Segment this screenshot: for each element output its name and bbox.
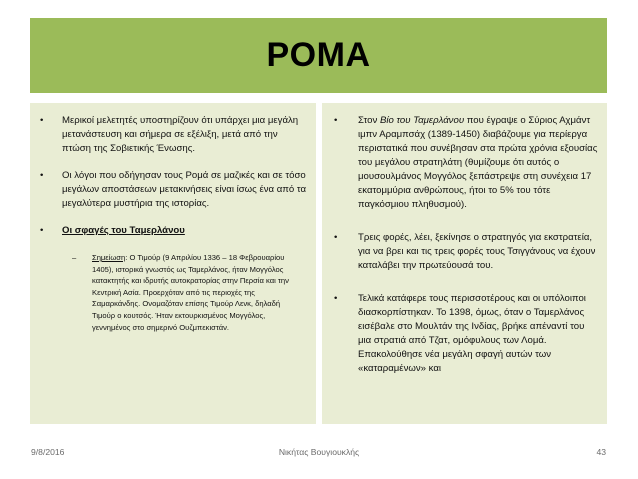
footer-date: 9/8/2016	[31, 447, 65, 457]
bullet-item	[30, 224, 316, 238]
right-bullet-list	[322, 103, 607, 376]
dash-icon: –	[72, 253, 77, 262]
title-banner	[30, 18, 607, 93]
note-text: : Ο Τιμούρ (9 Απριλίου 1336 – 18 Φεβρουαρίου 1405), ιστορικά γνωστός ως Ταμερλάνος, ήταν Μογγόλος κατακτητής και ιδρυτής αυτοκρατορίας στην Περσία και την Κεντρική Ασία. Προερχόταν από τις περιοχές της Σαμαρκάνδης. Ονομαζόταν επίσης Τιμούρ Λενκ, δηλαδή Τιμούρ ο κουτσός. Ήταν εκτουρκισμένος Μογγόλος, γεννημένος στο σημερινό Ουζμπεκιστάν.	[92, 253, 289, 332]
bullet-icon: •	[40, 170, 44, 181]
slide-title: ΡΟΜΑ	[266, 36, 371, 74]
sub-bullet-note	[30, 252, 316, 333]
left-content-panel	[30, 103, 316, 424]
right-content-panel	[322, 103, 607, 424]
bullet-icon: •	[40, 225, 44, 236]
bullet-text-prefix: Στον	[358, 115, 380, 126]
bullet-item	[322, 231, 607, 273]
bullet-item	[30, 169, 316, 211]
bullet-text: Τρεις φορές, λέει, ξεκίνησε ο στρατηγός για εκστρατεία, για να βρει και τις τρεις φορές τους Τσιγγάνους να έχουν καταλάβει την πρωτεύουσά του.	[358, 232, 596, 271]
bullet-icon: •	[334, 115, 338, 126]
bullet-icon: •	[334, 293, 338, 304]
bullet-text: που έγραψε ο Σύριος Αχμάντ ιμπν Αραμπσάχ (1389-1450) διαβάζουμε για περίεργα περιστατικά που συνέβησαν στα πρώτα χρόνια εξουσίας του μεγάλου στρατηλάτη (θυμίζουμε ότι αυτός ο μουσουλμάνος Μογγόλος ξεπάστρεψε στη συνέχεια 17 εκατομμύρια ανθρώπους, ήτοι το 5% του τότε παγκόσμιου πληθυσμού).	[358, 115, 598, 210]
bullet-text: Οι λόγοι που οδήγησαν τους Ρομά σε μαζικές και σε τόσο μεγάλων αποστάσεων μετακινήσεις είναι ίσως ένα από τα μεγαλύτερα μυστήρια της ιστορίας.	[62, 170, 307, 209]
footer-page-number: 43	[596, 447, 606, 457]
bullet-item	[30, 114, 316, 156]
left-bullet-list	[30, 103, 316, 238]
book-title: Βίο του Ταμερλάνου	[379, 115, 465, 126]
note-label: Σημείωση	[92, 253, 126, 262]
bullet-item	[322, 114, 607, 212]
bullet-icon: •	[40, 115, 44, 126]
bullet-text: Μερικοί μελετητές υποστηρίζουν ότι υπάρχει μια μεγάλη μετανάστευση και σήμερα σε εξέλιξη, μετά από την πτώση της Σοβιετικής Ένωσης.	[62, 115, 299, 154]
footer-author: Νικήτας Βουγιουκλής	[278, 447, 360, 457]
section-heading: Οι σφαγές του Ταμερλάνου	[62, 225, 185, 236]
bullet-icon: •	[334, 232, 338, 243]
bullet-item	[322, 292, 607, 376]
bullet-text: Τελικά κατάφερε τους περισσοτέρους και οι υπόλοιποι διασκορπίστηκαν. Το 1398, όμως, όταν ο Ταμερλάνος εισέβαλε στο Μουλτάν της Ινδίας, βρήκε απέναντί του μια στρατιά από Τζατ, ομόφυλους των Λομά. Επακολούθησε νέα μεγάλη σφαγή αυτών των «καταραμένων» και	[358, 293, 586, 374]
